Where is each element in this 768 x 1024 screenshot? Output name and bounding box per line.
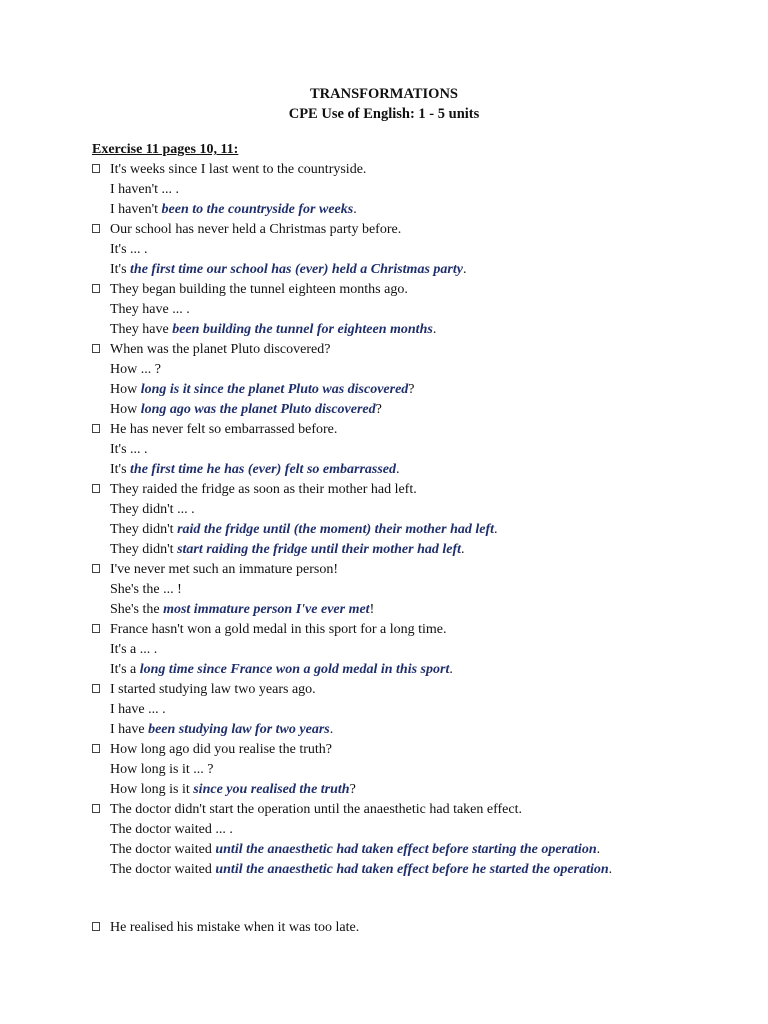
item-stem: I haven't ... . [110,182,180,197]
prompt-text: He realised his mistake when it was too late. [110,920,360,935]
answer-text: since you realised the truth [193,782,350,797]
answer-suffix: . [432,322,437,337]
exercise-item [92,420,752,480]
answer-suffix: ? [375,402,382,417]
item-prompt [92,740,752,760]
answer-prefix: The doctor waited [110,862,216,877]
checkbox-bullet-icon [92,564,100,573]
answer-suffix: . [494,522,498,537]
answer-suffix: ! [369,602,375,617]
prompt-text: France hasn't won a gold medal in this sport for a long time. [110,622,447,637]
item-prompt [92,280,752,300]
answer-prefix: I have [110,722,149,737]
checkbox-bullet-icon [92,804,100,813]
item-stem: I have ... . [110,702,166,717]
checkbox-bullet-icon [92,224,100,233]
item-answer [92,200,752,220]
item-answer [92,380,752,400]
answer-prefix: They have [110,322,173,337]
checkbox-bullet-icon [92,624,100,633]
checkbox-bullet-icon [92,424,100,433]
item-answer [92,860,752,880]
answer-text: been building the tunnel for eighteen months [172,322,433,337]
prompt-text: He has never felt so embarrassed before. [110,422,338,437]
answer-suffix: . [329,722,334,737]
answer-prefix: It's a [110,662,140,677]
answer-text: long time since France won a gold medal in this sport [139,662,450,677]
exercise-item [92,620,752,680]
answer-suffix: . [353,202,357,217]
prompt-text: I've never met such an immature person! [110,562,338,577]
item-prompt [92,220,752,240]
item-prompt [92,340,752,360]
prompt-text: When was the planet Pluto discovered? [110,342,331,357]
exercise-item [92,800,752,880]
item-answer [92,780,752,800]
answer-suffix: ? [349,782,356,797]
answer-prefix: It's [110,262,131,277]
answer-suffix: . [449,662,453,677]
answer-prefix: How [110,382,141,397]
answer-text: until the anaesthetic had taken effect before he started the operation [215,862,609,877]
item-stem: It's a ... . [110,642,158,657]
item-stem: How long is it ... ? [110,762,214,777]
answer-prefix: It's [110,462,131,477]
answer-text: until the anaesthetic had taken effect before starting the operation [215,842,597,857]
item-stem: It's ... . [110,442,148,457]
answer-suffix: . [396,462,400,477]
checkbox-bullet-icon [92,344,100,353]
answer-suffix: ? [408,382,415,397]
item-answer [92,260,752,280]
prompt-text: They began building the tunnel eighteen months ago. [110,282,408,297]
exercise-item [92,220,752,280]
item-answer [92,720,752,740]
item-prompt [92,160,752,180]
answer-suffix: . [596,842,601,857]
prompt-text: Our school has never held a Christmas party before. [110,222,402,237]
prompt-text: I started studying law two years ago. [110,682,316,697]
answer-prefix: They didn't [110,522,178,537]
exercise-item [92,160,752,220]
answer-text: the first time our school has (ever) held a Christmas party [130,262,463,277]
item-answer [92,460,752,480]
item-stem: How ... ? [110,362,161,377]
checkbox-bullet-icon [92,684,100,693]
exercise-item [92,560,752,620]
item-stem: She's the ... ! [110,582,182,597]
exercise-item [92,480,752,560]
item-stem: They didn't ... . [110,502,195,517]
answer-text: been to the countryside for weeks [161,202,354,217]
answer-prefix: How [110,402,141,417]
checkbox-bullet-icon [92,284,100,293]
section-gap [92,880,752,918]
answer-suffix: . [462,262,467,277]
exercise-item [92,918,752,938]
prompt-text: How long ago did you realise the truth? [110,742,333,757]
item-stem: The doctor waited ... . [110,822,233,837]
answer-text: most immature person I've ever met [163,602,370,617]
item-prompt [92,560,752,580]
answer-prefix: She's the [110,602,164,617]
item-prompt [92,420,752,440]
document-subtitle: CPE Use of English: 1 - 5 units [288,106,480,122]
answer-suffix: . [608,862,613,877]
item-stem: They have ... . [110,302,190,317]
prompt-text: The doctor didn't start the operation until the anaesthetic had taken effect. [110,802,523,817]
answer-prefix: I haven't [110,202,162,217]
answer-prefix: The doctor waited [110,842,216,857]
item-answer [92,600,752,620]
exercise-item [92,340,752,420]
prompt-text: They raided the fridge as soon as their mother had left. [110,482,417,497]
answer-suffix: . [461,542,465,557]
answer-text: raid the fridge until (the moment) their mother had left [177,522,495,537]
item-prompt [92,918,752,938]
exercise-item [92,280,752,340]
answer-prefix: How long is it [110,782,194,797]
answer-prefix: They didn't [110,542,178,557]
item-prompt [92,620,752,640]
answer-text: long is it since the planet Pluto was discovered [140,382,409,397]
item-stem: It's ... . [110,242,148,257]
checkbox-bullet-icon [92,164,100,173]
exercise-item [92,680,752,740]
exercise-list [92,160,752,938]
item-prompt [92,680,752,700]
document-title: TRANSFORMATIONS [310,86,458,102]
checkbox-bullet-icon [92,744,100,753]
item-answer [92,320,752,340]
item-answer [92,660,752,680]
item-prompt [92,480,752,500]
answer-text: the first time he has (ever) felt so embarrassed [130,462,397,477]
checkbox-bullet-icon [92,484,100,493]
exercise-item [92,740,752,800]
item-prompt [92,800,752,820]
answer-text: been studying law for two years [148,722,330,737]
checkbox-bullet-icon [92,922,100,931]
item-answer [92,400,752,420]
item-answer [92,840,752,860]
item-answer [92,540,752,560]
exercise-heading: Exercise 11 pages 10, 11: [92,142,239,157]
answer-text: long ago was the planet Pluto discovered [140,402,376,417]
prompt-text: It's weeks since I last went to the countryside. [110,162,367,177]
answer-text: start raiding the fridge until their mother had left [177,542,462,557]
item-answer [92,520,752,540]
